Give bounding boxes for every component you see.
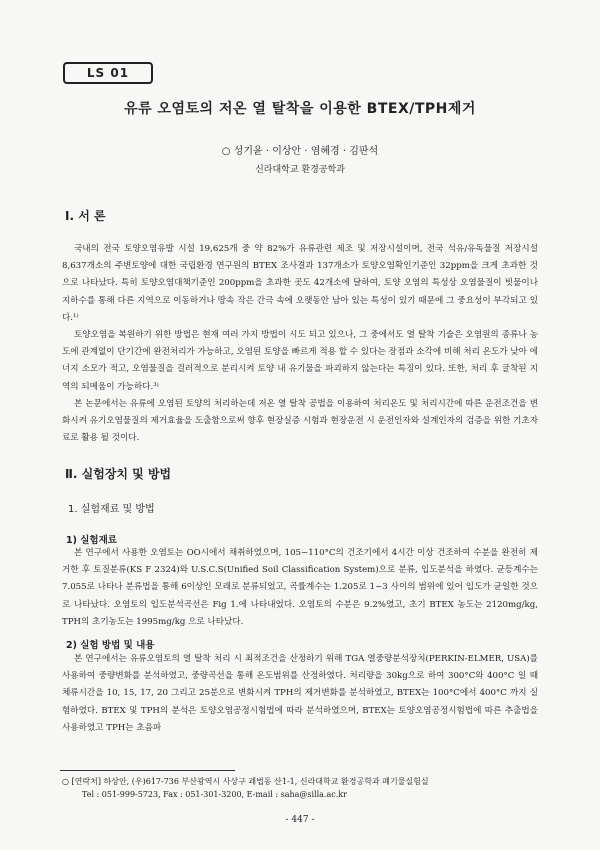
footnote-contact: ○ [연락처] 하상안, (우)617-736 부산광역시 사상구 괘법동 산1-1, 신라대학교 환경공학과 폐기물실험실	[62, 777, 429, 786]
intro-paragraph-3: 본 논문에서는 유류에 오염된 토양의 처리하는데 저온 열 탈착 공법을 이용하여 처리온도 및 처리시간에 따른 운전조건을 변화시켜 유기오염물질의 제거효율을 도출함으로써 향후 현장실증 시험과 현장운전 시 운전인자와 설계인자의 검증을 위한 기초자료로 활용 될 것이다.	[62, 399, 538, 444]
session-badge: LS 01	[63, 62, 153, 84]
intro-paragraph-1: 국내의 전국 토양오염유발 시설 19,625개 중 약 82%가 유류관련 제조 및 저장시설이며, 전국 석유/유독물질 저장시설 8,637개소의 주변토양에 대한 국립환경 연구원의 BTEX 조사결과 137개소가 토양오염확인기준인 32ppm을 크게 초과한 것으로 나타났다. 특히 토양오염대책기준인 200ppm을 초과한 곳도 42개소에 달하여, 토양 오염의 특성상 오염물질이 빗물이나 지하수를 통해 다른 지역으로 이동하거나 땅속 작은 간극 속에 오랫동안 남아 있는 특성이 있기 때문에 그 중요성이 부각되고 있다.¹⁾	[62, 244, 538, 323]
materials-paragraph: 본 연구에서 사용한 오염토는 OO시에서 채취하였으며, 105~110°C의 건조기에서 4시간 이상 건조하여 수분을 완전히 제거한 후 토질분류(KS F 2324)와 U.S.C.S(Unified Soil Classification System)으로 분류, 입도분석을 하였다. 균등계수는 7.055로 나타나 분류법을 통해 6이상인 모래로 분류되었고, 곡률계수는 1.205로 1~3 사이의 범위에 있어 입도가 균일한 것으로 나타났다. 오염토의 입도분석곡선은 Fig 1.에 나타내었다. 오염토의 수분은 9.2%였고, 초기 BTEX 농도는 2120mg/kg, TPH의 초기농도는 1995mg/kg 으로 나타났다.	[62, 548, 538, 627]
subheading-experimental-method: 2) 실험 방법 및 내용	[66, 640, 155, 651]
footnote-phone-email: Tel : 051-999-5723, Fax : 051-301-3200, E-mail : saha@silla.ac.kr	[82, 790, 347, 799]
affiliation: 신라대학교 환경공학과	[255, 165, 345, 175]
paper-title: 유류 오염토의 저온 열 탈착을 이용한 BTEX/TPH제거	[124, 101, 476, 117]
page-number: - 447 -	[285, 815, 315, 825]
author-list: ○ 성기윤 · 이상안 · 염혜경 · 김판석	[221, 146, 379, 157]
method-paragraph: 본 연구에서는 유류오염토의 열 탈착 처리 시 최적조건을 산정하기 위해 TGA 열중량분석장치(PERKIN-ELMER, USA)를 사용하여 중량변화를 분석하였고, 중량곡선을 통해 온도범위를 산정하였다. 처리량을 30kg으로 하여 300°C와 400°C 일 때 체류시간을 10, 15, 17, 20 그리고 25분으로 변화시켜 TPH의 제거변화를 분석하였고, BTEX는 100°C에서 400°C 까지 실험하였다. BTEX 및 TPH의 분석은 토양오염공정시험법에 따라 분석하였으며, BTEX는 토양오염공정시험법에 따른 추출법을 사용하였고 TPH는 초음파	[62, 654, 538, 733]
section-heading-introduction: Ⅰ. 서 론	[65, 209, 106, 223]
subheading-materials: 1) 실험재료	[66, 535, 117, 546]
section-heading-methods: Ⅱ. 실험장치 및 방법	[65, 467, 172, 481]
intro-paragraph-2: 토양오염을 복원하기 위한 방법은 현재 여러 가지 방법이 시도 되고 있으나, 그 중에서도 열 탈착 기술은 오염원의 종류나 농도에 관계없이 단기간에 완전처리가 가능하고, 오염된 토양을 빠르게 적용 할 수 있다는 장점과 소각에 비해 처리 온도가 낮아 에너지 소모가 적고, 오염물질을 걸러적으로 분리시켜 토양 내 유기물을 파괴하지 않는다는 특징이 있다. 또한, 처리 후 굴착된 지역의 되메움이 가능하다.³⁾	[62, 330, 538, 392]
footnote-divider	[60, 770, 235, 771]
subsection-heading-materials-methods: 1. 실험재료 및 방법	[68, 504, 155, 515]
